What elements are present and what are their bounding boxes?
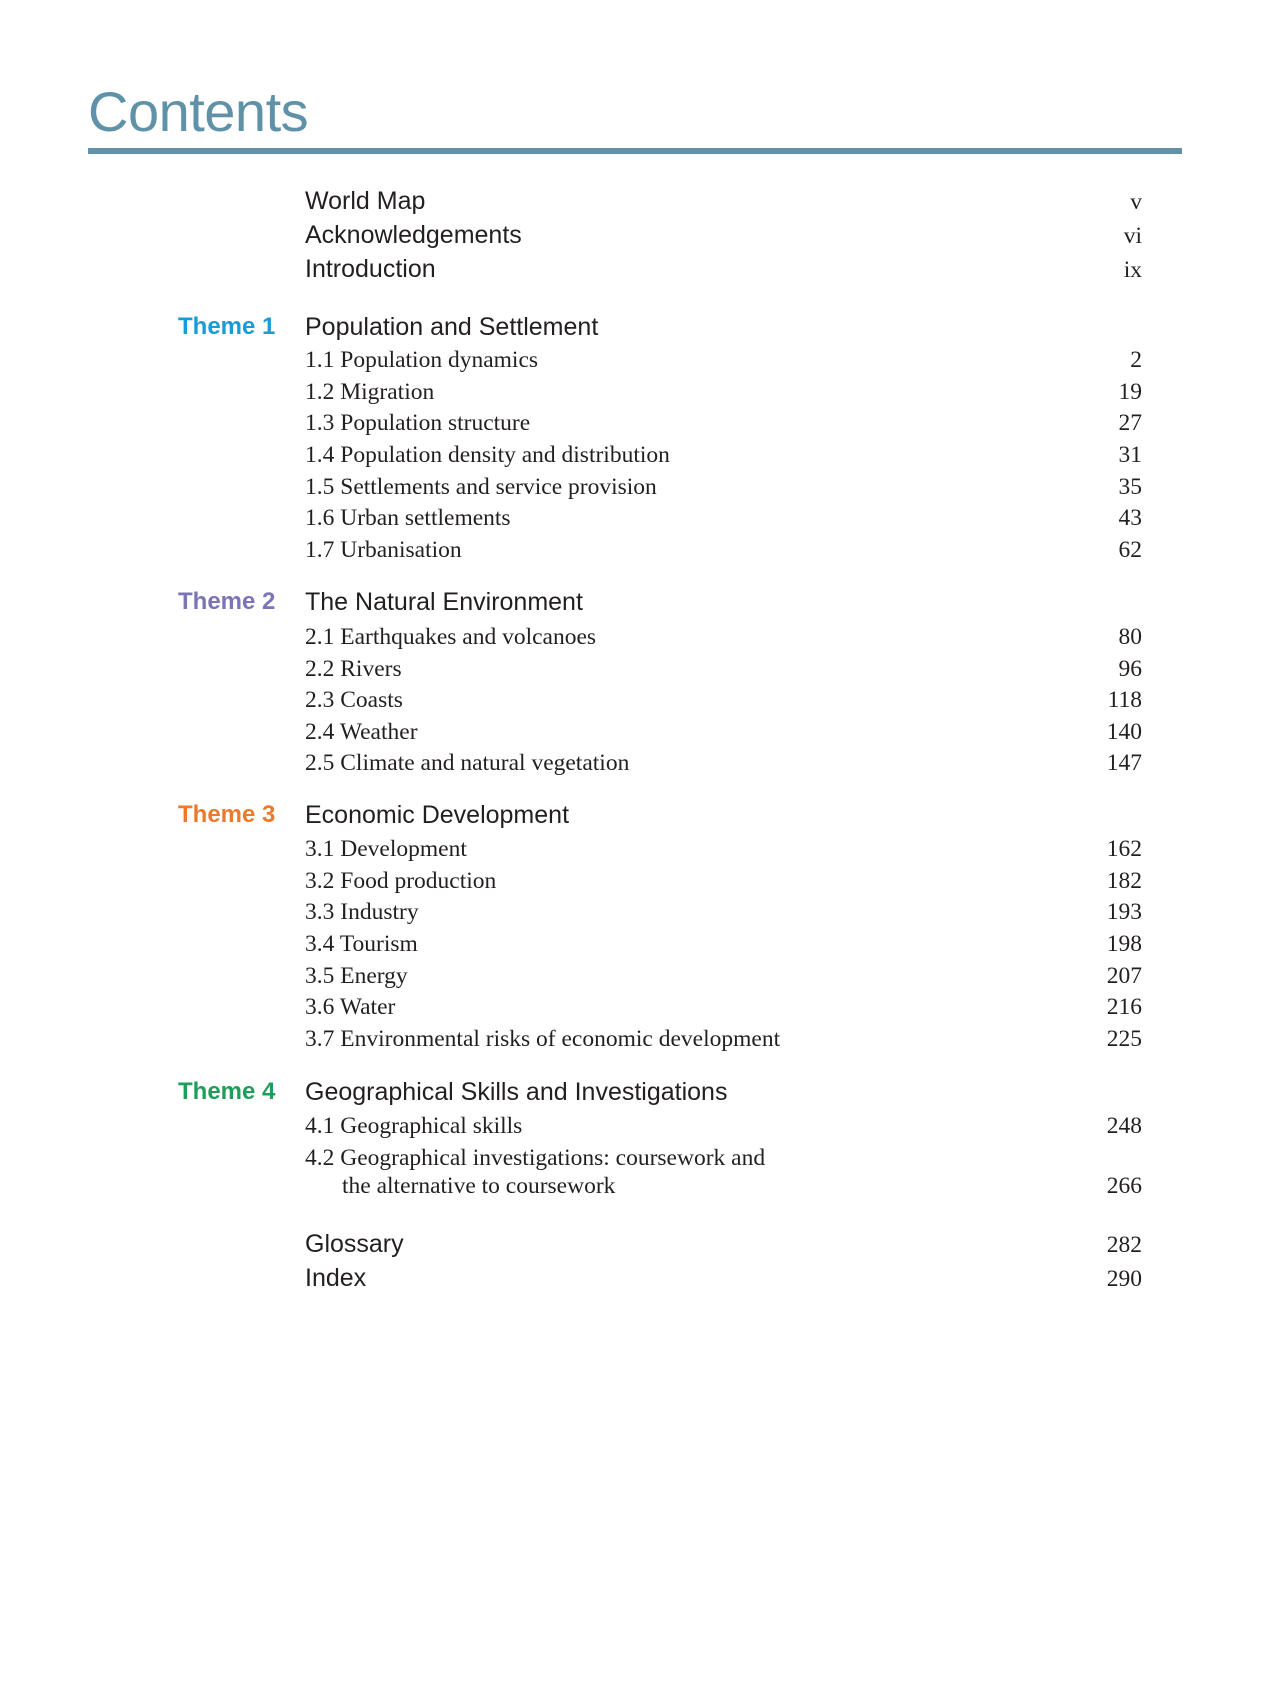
toc-entry-title: 3.6 Water bbox=[305, 994, 396, 1020]
toc-entry-page: 248 bbox=[1106, 1113, 1142, 1139]
toc-entry-title: 1.5 Settlements and service provision bbox=[305, 474, 657, 500]
toc-entry-page: 96 bbox=[1118, 656, 1142, 682]
toc-entry-title: 3.4 Tourism bbox=[305, 931, 418, 957]
toc-entry-title: 3.5 Energy bbox=[305, 963, 408, 989]
toc-entry-page: v bbox=[1130, 189, 1142, 215]
theme-title: Geographical Skills and Investigations bbox=[305, 1078, 728, 1106]
toc-entry-page: 182 bbox=[1106, 868, 1142, 894]
toc-entry-title: Glossary bbox=[305, 1230, 404, 1258]
toc-entry-page: 118 bbox=[1107, 687, 1142, 713]
toc-entry-title: 2.2 Rivers bbox=[305, 656, 402, 682]
toc-entry-title: 2.3 Coasts bbox=[305, 687, 403, 713]
toc-entry-page: 19 bbox=[1118, 379, 1142, 405]
toc-entry-page: 162 bbox=[1106, 836, 1142, 862]
toc-entry-title: Introduction bbox=[305, 255, 436, 283]
toc-entry-title: 3.7 Environmental risks of economic development bbox=[305, 1026, 781, 1052]
toc-entry-page: 31 bbox=[1118, 442, 1142, 468]
toc-entry-page: 207 bbox=[1106, 963, 1142, 989]
toc-entry-title: 1.4 Population density and distribution bbox=[305, 442, 670, 468]
toc-entry-page: 266 bbox=[1106, 1173, 1142, 1199]
toc-entry-page: 290 bbox=[1106, 1266, 1142, 1292]
toc-entry-title: 4.2 Geographical investigations: coursework and bbox=[305, 1145, 766, 1171]
toc-entry-title: 2.5 Climate and natural vegetation bbox=[305, 750, 630, 776]
toc-entry-title: 1.6 Urban settlements bbox=[305, 505, 511, 531]
toc-entry-title: 1.1 Population dynamics bbox=[305, 347, 539, 373]
theme-label: Theme 1 bbox=[178, 313, 276, 340]
toc-entry-title-continuation: the alternative to coursework bbox=[342, 1173, 616, 1199]
toc-entry-page: 43 bbox=[1118, 505, 1142, 531]
toc-entry-page: 27 bbox=[1118, 410, 1142, 436]
page-title: Contents bbox=[88, 80, 309, 143]
toc-entry-page: 225 bbox=[1106, 1026, 1142, 1052]
toc-entry-page: vi bbox=[1123, 223, 1142, 249]
toc-entry-title: 3.3 Industry bbox=[305, 899, 419, 925]
toc-entry[interactable] bbox=[0, 1145, 1280, 1206]
toc-entry-page: 282 bbox=[1106, 1232, 1142, 1258]
toc-entry-title: 3.1 Development bbox=[305, 836, 467, 862]
toc-entry-page: 193 bbox=[1106, 899, 1142, 925]
theme-label: Theme 2 bbox=[178, 588, 276, 615]
toc-entry-page: 216 bbox=[1106, 994, 1142, 1020]
theme-label: Theme 4 bbox=[178, 1078, 276, 1105]
toc-entry-title: World Map bbox=[305, 187, 426, 215]
toc-entry-page: 80 bbox=[1118, 624, 1142, 650]
toc-entry-title: 2.4 Weather bbox=[305, 719, 418, 745]
title-rule bbox=[88, 148, 1182, 154]
toc-entry-title: 3.2 Food production bbox=[305, 868, 497, 894]
toc-entry-title: 1.3 Population structure bbox=[305, 410, 531, 436]
toc-entry-page: 35 bbox=[1118, 474, 1142, 500]
toc-entry-page: ix bbox=[1123, 257, 1142, 283]
toc-entry-page: 140 bbox=[1106, 719, 1142, 745]
theme-label: Theme 3 bbox=[178, 801, 276, 828]
toc-entry-page: 2 bbox=[1130, 347, 1142, 373]
toc-entry-index[interactable] bbox=[0, 1264, 1280, 1327]
toc-entry-title: 4.1 Geographical skills bbox=[305, 1113, 523, 1139]
theme-title: The Natural Environment bbox=[305, 588, 583, 616]
toc-entry-page: 198 bbox=[1106, 931, 1142, 957]
toc-entry-title: Acknowledgements bbox=[305, 221, 522, 249]
toc-entry-title: Index bbox=[305, 1264, 367, 1292]
toc-entry-title: 1.2 Migration bbox=[305, 379, 435, 405]
toc-entry-page: 147 bbox=[1106, 750, 1142, 776]
toc-entry-page: 62 bbox=[1118, 537, 1142, 563]
toc-entry-title: 1.7 Urbanisation bbox=[305, 537, 462, 563]
theme-title: Population and Settlement bbox=[305, 313, 599, 341]
theme-title: Economic Development bbox=[305, 801, 570, 829]
toc-entry-title: 2.1 Earthquakes and volcanoes bbox=[305, 624, 597, 650]
